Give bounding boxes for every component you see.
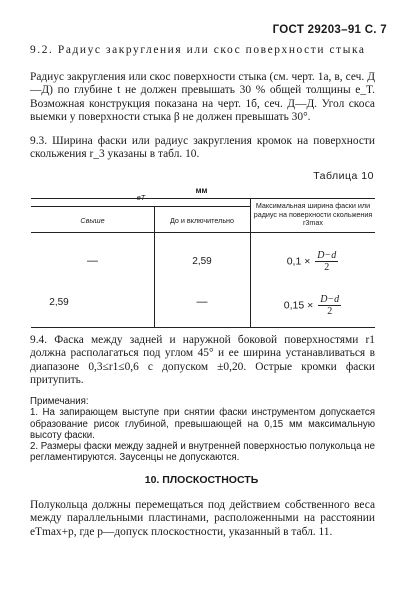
section-9-2-title: 9.2. Радиус закругления или скос поверхности стыка [30,44,366,56]
table-unit: мм [195,186,208,195]
table-caption: Таблица 10 [313,170,374,182]
note-1: 1. На запирающем выступе при снятии фаски инструментом допускается образование рисок глубиной, превышающей на 0,15 мм максимальную высоту фаски. [30,407,375,441]
section-10-title: 10. ПЛОСКОСТНОСТЬ [144,474,259,486]
section-9-2-body: Радиус закругления или скос поверхности стыка (см. черт. 1а, в, сеч. Д—Д) по глубине t не должен превышать 30 % общей толщины e_T. Возможная конструкция показана на черт. 1б, сеч. Д—Д. Угол скоса выемки у поверхности стыка β не должен превышать 30°. [30,71,375,124]
group-head-eT: eT [136,193,146,202]
notes-block [30,396,375,464]
col-header-upto: До и включительно [169,216,235,225]
table-10: eT Свыше До и включительно Максимальная ширина фаски или радиус на поверхности скольжения r3max — 2,59 0,1 × $\frac{D-d}{2}$ 2,59 — 0,15 × $\frac{D-d}{2}$ [31,198,375,328]
notes-title: Примечания: [30,396,89,407]
page-header: ГОСТ 29203–91 С. 7 [272,24,387,36]
section-9-3: 9.3. Ширина фаски или радиус закругления кромок на поверхности скольжения r_3 указаны в табл. 10. [30,135,375,161]
fraction: $\frac{D-d}{2}$ [317,250,337,273]
note-2: 2. Размеры фаски между задней и внутренней поверхностью полукольца не регламентируются. Заусенцы не допускаются. [30,441,375,464]
fraction: $\frac{D-d}{2}$ [320,294,340,317]
col-header-over: Свыше [80,216,105,225]
section-9-4: 9.4. Фаска между задней и наружной боковой поверхностями r1 должна располагаться под углом 45° и ее ширина устанавливаться в диапазоне 0,3≤r1≤0,6 с допуском ±0,20. Острые кромки фаски притупить. [30,334,375,387]
col-header-max-chamfer: Максимальная ширина фаски или радиус на поверхности скольжения r3max [253,201,373,227]
section-10-body: Полукольца должны перемещаться под действием собственного веса между параллельными пластинами, расположенными на расстоянии eTmax+p, где p—допуск плоскостности, указанный в табл. 11. [30,499,375,538]
